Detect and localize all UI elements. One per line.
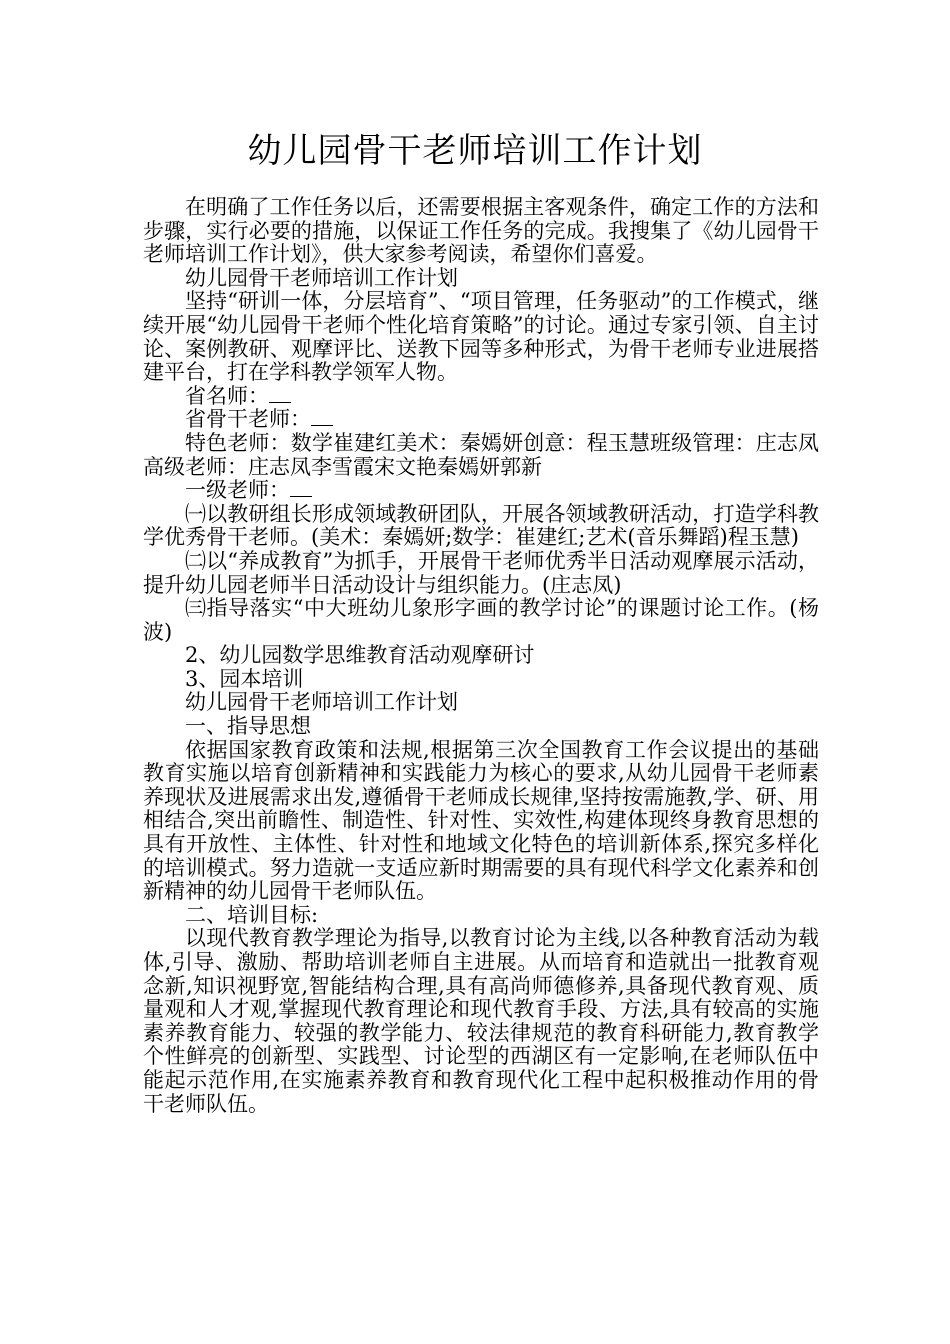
training-goal-paragraph: 以现代教育教学理论为指导,以教育讨论为主线,以各种教育活动为载体,引导、激励、帮助培训老师自主进展。从而培育和造就出一批教育观念新,知识视野宽,智能结构合理,具有高尚师德修养,具备现代教育观、质量观和人才观,掌握现代教育理论和现代教育手段、方法,具有较高的实施素养教育能力、较强的教学能力、较法律规范的教育科研能力,教育教学个性鲜亮的创新型、实践型、讨论型的西湖区有一定影响,在老师队伍中能起示范作用,在实施素养教育和教育现代化工程中起积极推动作用的骨干老师队伍。 [143, 926, 819, 1116]
document-title: 幼儿园骨干老师培训工作计划 [247, 131, 703, 171]
document-body [143, 196, 819, 1116]
first-level-teacher-line [143, 479, 819, 503]
training-goal-heading: 二、培训目标: [185, 902, 319, 927]
blank-underline [290, 482, 312, 497]
guiding-ideology-paragraph: 依据国家教育政策和法规,根据第三次全国教育工作会议提出的基础教育实施以培育创新精神和实践能力为核心的要求,从幼儿园骨干老师素养现状及进展需求出发,遵循骨干老师成长规律,坚持按需施教,学、研、用相结合,突出前瞻性、制造性、针对性、实效性,构建体现终身教育思想的具有开放性、主体性、针对性和地域文化特色的培训新体系,探究多样化的培训模式。努力造就一支适应新时期需要的具有现代科学文化素养和创新精神的幼儿园骨干老师队伍。 [143, 737, 819, 904]
item-one-paragraph: ㈠以教研组长形成领域教研团队，开展各领域教研活动，打造学科教学优秀骨干老师。(美术：秦嫣妍;数学：崔建红;艺术(音乐舞蹈)程玉慧) [143, 501, 819, 550]
blank-underline [311, 411, 333, 426]
provincial-teacher-line [143, 385, 819, 409]
intro-paragraph: 在明确了工作任务以后，还需要根据主客观条件，确定工作的方法和步骤，实行必要的措施，以保证工作任务的完成。我搜集了《幼儿园骨干老师培训工作计划》，供大家参考阅读，希望你们喜爱。 [143, 195, 819, 267]
item-three-paragraph: ㈢指导落实“中大班幼儿象形字画的教学讨论”的课题讨论工作。(杨波) [143, 596, 819, 644]
featured-teachers-paragraph: 特色老师：数学崔建红美术：秦嫣妍创意：程玉慧班级管理：庄志凤高级老师：庄志凤李雪霞宋文艳秦嫣妍郭新 [143, 430, 819, 479]
provincial-backbone-line [143, 408, 819, 432]
work-mode-paragraph: 坚持“研训一体，分层培育”、“项目管理，任务驱动”的工作模式，继续开展“幼儿园骨干老师个性化培育策略”的讨论。通过专家引领、自主讨论、案例教研、观摩评比、送教下园等多种形式，为骨干老师专业进展搭建平台，打在学科教学领军人物。 [143, 289, 819, 385]
section-heading-plan: 幼儿园骨干老师培训工作计划 [185, 265, 458, 290]
item-two-paragraph: ㈡以“养成教育”为抓手，开展骨干老师优秀半日活动观摩展示活动，提升幼儿园老师半日活动设计与组织能力。(庄志凤) [143, 548, 819, 597]
math-activity-line: 2、幼儿园数学思维教育活动观摩研讨 [185, 643, 535, 668]
guiding-ideology-heading: 一、指导思想 [185, 714, 311, 739]
provincial-teacher-label: 省名师： [185, 383, 269, 408]
first-level-teacher-label: 一级老师： [185, 478, 290, 503]
provincial-backbone-label: 省骨干老师： [185, 407, 311, 432]
school-training-line: 3、园本培训 [185, 666, 304, 691]
blank-underline [269, 388, 291, 403]
section-heading-plan-2: 幼儿园骨干老师培训工作计划 [185, 690, 458, 715]
